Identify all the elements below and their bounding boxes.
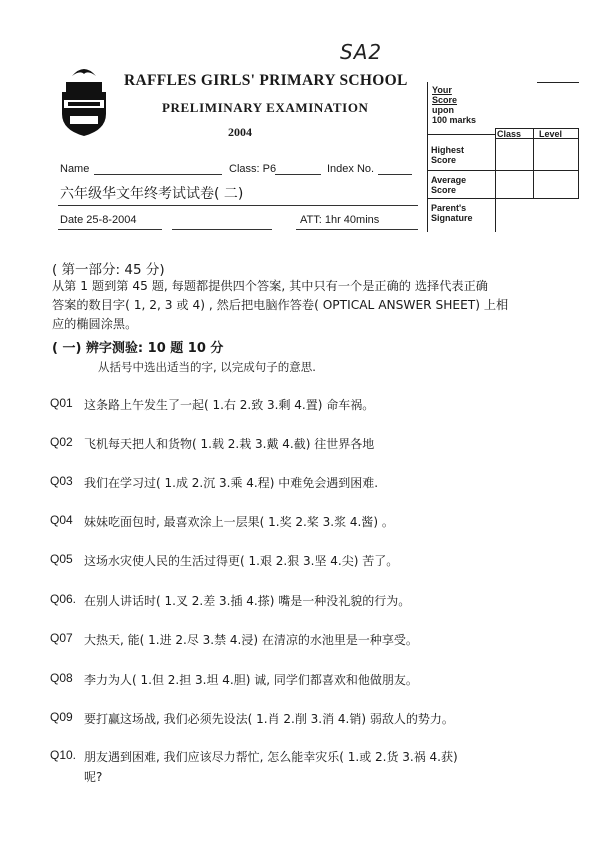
allotted-time: ATT: 1hr 40mins [300, 214, 380, 226]
school-name: RAFFLES GIRLS' PRIMARY SCHOOL [124, 72, 408, 89]
question-number: Q07 [50, 631, 73, 645]
question-text: 妹妹吃面包时, 最喜欢涂上一层果( 1.奖 2.桨 3.浆 4.酱) 。 [84, 515, 394, 529]
average-score-label-2: Score [431, 185, 457, 195]
title-rule [58, 205, 418, 206]
section-one-instruction-line-1: 从第 1 题到第 45 题, 每题都提供四个答案, 其中只有一个是正确的 选择代表正确 [52, 279, 488, 293]
parents-signature-label-2: Signature [431, 213, 473, 223]
class-field[interactable] [275, 174, 321, 175]
parents-signature-label-1: Parent's [431, 203, 467, 213]
exam-date: Date 25-8-2004 [60, 214, 137, 226]
school-crest-logo [58, 62, 110, 138]
average-score-label-1: Average [431, 175, 467, 185]
question-number: Q08 [50, 671, 73, 685]
section-one-heading: ( 第一部分: 45 分) [52, 262, 165, 278]
your-score-label-3: upon [432, 105, 454, 115]
question-text: 飞机每天把人和货物( 1.载 2.栽 3.戴 4.截) 往世界各地 [84, 437, 375, 451]
paper-title: 六年级华文年终考试试卷( 二) [60, 186, 244, 202]
question-text: 李力为人( 1.但 2.担 3.坦 4.胆) 诚, 同学们都喜欢和他做朋友。 [84, 673, 418, 687]
highest-score-label-1: Highest [431, 145, 465, 155]
question-number: Q09 [50, 710, 73, 724]
question-text: 这场水灾使人民的生活过得更( 1.艰 2.狠 3.坚 4.尖) 苦了。 [84, 554, 399, 568]
index-field[interactable] [378, 174, 412, 175]
question-text: 这条路上午发生了一起( 1.右 2.致 3.剩 4.置) 命车祸。 [84, 398, 375, 412]
your-score-label-1: Your [432, 85, 452, 95]
question-number: Q10. [50, 748, 77, 762]
question-text: 大热天, 能( 1.进 2.尽 3.禁 4.浸) 在清凉的水池里是一种享受。 [84, 633, 418, 647]
question-text: 要打赢这场战, 我们必须先设法( 1.肖 2.削 3.消 4.销) 弱敌人的势力。 [84, 712, 454, 726]
handwritten-paper-code: SA2 [340, 40, 383, 64]
question-number: Q06. [50, 592, 77, 606]
class-column-header: Class [497, 129, 522, 139]
index-label: Index No. [327, 163, 375, 175]
your-score-label-2: Score [432, 95, 458, 105]
section-one-instruction-line-3: 应的椭圆涂黑。 [52, 317, 138, 331]
highest-score-label-2: Score [431, 155, 457, 165]
subsection-one-heading: ( 一) 辨字测验: 10 题 10 分 [52, 341, 224, 356]
level-column-header: Level [539, 129, 563, 139]
section-one-instruction-line-2: 答案的数目字( 1, 2, 3 或 4) , 然后把电脑作答卷( OPTICAL ANSWER SHEET) 上相 [52, 298, 509, 312]
time-rule [296, 229, 418, 230]
name-field[interactable] [94, 174, 222, 175]
question-text-continuation: 呢? [84, 770, 103, 784]
name-label: Name [60, 163, 90, 175]
question-text: 我们在学习过( 1.成 2.沉 3.乘 4.程) 中难免会遇到困难. [84, 476, 379, 490]
question-number: Q05 [50, 552, 73, 566]
question-number: Q04 [50, 513, 73, 527]
your-score-label-4: 100 marks [432, 115, 477, 125]
blank-rule [172, 229, 272, 230]
question-text: 朋友遇到困难, 我们应该尽力帮忙, 怎么能幸灾乐( 1.或 2.货 3.祸 4.获) [84, 750, 458, 764]
subsection-one-instruction: 从括号中选出适当的字, 以完成句子的意思. [98, 360, 316, 374]
class-label: Class: P6 [229, 163, 277, 175]
exam-title: PRELIMINARY EXAMINATION [162, 100, 369, 115]
question-number: Q01 [50, 396, 73, 410]
score-table [427, 82, 579, 232]
question-text: 在别人讲话时( 1.叉 2.差 3.插 4.搽) 嘴是一种没礼貌的行为。 [84, 594, 411, 608]
question-number: Q02 [50, 435, 73, 449]
exam-year: 2004 [228, 125, 252, 139]
question-number: Q03 [50, 474, 73, 488]
date-rule [58, 229, 162, 230]
